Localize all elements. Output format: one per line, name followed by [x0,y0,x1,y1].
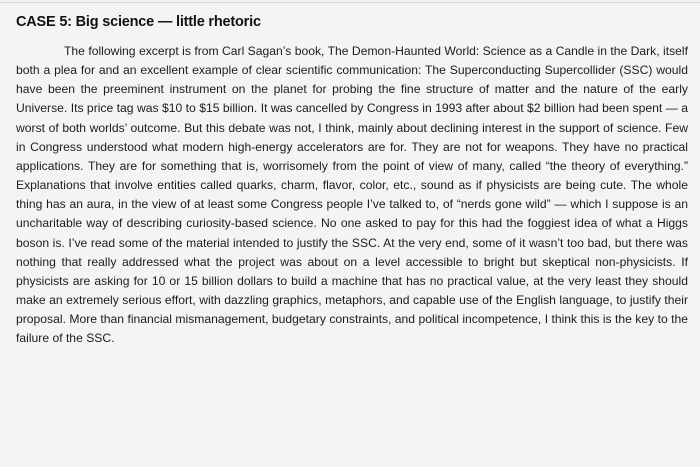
case-title: CASE 5: Big science — little rhetoric [16,14,261,30]
document-page [16,14,688,349]
top-divider [0,2,700,3]
excerpt-paragraph: The following excerpt is from Carl Sagan’s book, The Demon-Haunted World: Science as a Candle in the Dark, itself both a plea for and an excellent example of clear scientific communication: The Superconducting Supercollider (SSC) would have been the preeminent instrument on the planet for probing the fine structure of matter and the nature of the early Universe. Its price tag was $10 to $15 billion. It was cancelled by Congress in 1993 after about $2 billion had been spent — a worst of both worlds’ outcome. But this debate was not, I think, mainly about declining interest in the support of science. Few in Congress understood what modern high-energy accelerators are for. They are not for weapons. They have no practical applications. They are for something that is, worrisomely from the point of view of many, called “the theory of everything.” Explanations that involve entities called quarks, charm, flavor, color, etc., sound as if physicists are being cute. The whole thing has an aura, in the view of at least some Congress people I’ve talked to, of “nerds gone wild” — which I suppose is an uncharitable way of describing curiosity-based science. No one asked to pay for this had the foggiest idea of what a Higgs boson is. I’ve read some of the material intended to justify the SSC. At the very end, some of it wasn’t too bad, but there was nothing that really addressed what the project was about on a level accessible to bright but skeptical non-physicists. If physicists are asking for 10 or 15 billion dollars to build a machine that has no practical value, at the very least they should make an extremely serious effort, with dazzling graphics, metaphors, and capable use of the English language, to justify their proposal. More than financial mismanagement, budgetary constraints, and political incompetence, I think this is the key to the failure of the SSC. [16,44,688,346]
